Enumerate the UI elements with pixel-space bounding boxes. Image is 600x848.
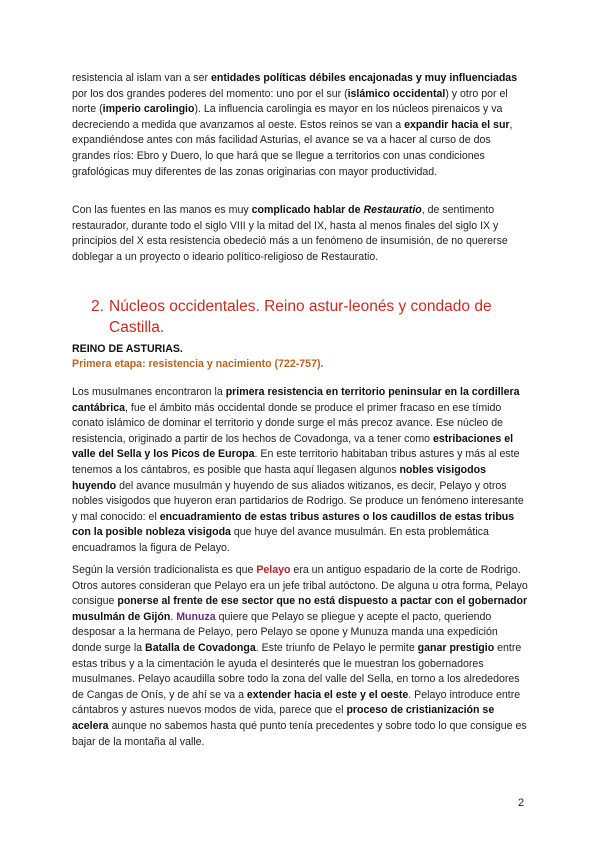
paragraph-restauratio (72, 203, 528, 265)
heading-number: 2. (91, 298, 104, 315)
p1-run: imperio carolingio (102, 103, 195, 116)
page-number: 2 (518, 797, 525, 809)
p4-run: . (170, 610, 177, 623)
p1-run: entidades políticas débiles encajonadas y muy influenciadas (210, 72, 518, 84)
p1-run: por los dos grandes poderes del momento: uno por el sur ( (72, 87, 348, 100)
p4-run: Según la versión tradicionalista es que (72, 564, 257, 576)
p4-run: Pelayo (256, 564, 291, 576)
p3-run: del avance musulmán y huyendo de sus aliados witizanos, es decir, Pelayo y otros nobles visigodos que huyeron eran partidarios de Rodrigo. Se produce un fenómeno interesante y mal conocido: el (72, 479, 524, 523)
p4-run: ganar prestigio (417, 641, 495, 654)
p1-run: resistencia al islam van a ser (72, 72, 211, 84)
heading-text-line2: Castilla. (109, 319, 165, 336)
p3-run: estribaciones el valle del Sella y los Picos de Europa (72, 432, 514, 461)
p4-run: era un antiguo espadario de la corte de Rodrigo. Otros autores consideran que Pelayo era un jefe tribal autóctono. De alguna u otra forma, Pelayo consigue (72, 564, 528, 608)
p2-run: , de sentimento restaurador, durante todo el siglo VIII y la mitad del IX, hasta al menos finales del siglo IX y principios del X esta resistencia obedeció más a un fenómeno de insumisión, de no quererse doblegar a un proyecto o ideario político-religioso de Restauratio. (72, 204, 508, 263)
p2-run: Restauratio (363, 204, 422, 216)
p2-run: Con las fuentes en las manos es muy (72, 204, 252, 216)
p4-run: Batalla de Covadonga (145, 641, 256, 654)
p2-run: complicado hablar de (251, 204, 364, 216)
p3-run: , fue el ámbito más occidental donde se produce el primer fracaso en ese tímido conato islámico de dominar el territorio y donde surge el más precoz avance. Ese núcleo de resistencia, originado a partir de los hechos de Covadonga, va a tener como (72, 401, 504, 445)
p4-run: aunque no sabemos hasta qué punto tenía precedentes y sobre todo lo que consigue es bajar de la montaña al valle. (72, 719, 527, 748)
p4-run: . Este triunfo de Pelayo le permite (255, 641, 418, 654)
section-heading (91, 296, 521, 338)
subsection-title: REINO DE ASTURIAS. (72, 343, 183, 355)
paragraph-first-resistance (72, 385, 528, 557)
subsection-subtitle: Primera etapa: resistencia y nacimiento (722-757). (72, 358, 324, 370)
p3-run: primera resistencia en territorio peninsular en la cordillera cantábrica (72, 386, 520, 414)
heading-text-line1: Núcleos occidentales. Reino astur-leonés y condado de (109, 298, 492, 315)
p4-run: ponerse al frente de ese sector que no está dispuesto a pactar con el gobernador musulmán de Gijón (72, 595, 528, 623)
p1-run: ) y otro por el norte ( (72, 87, 508, 116)
p1-run: ). La influencia carolingia es mayor en los núcleos pirenaicos y va decreciendo a medida que avanzamos al oeste. Estos reinos se van a (72, 103, 503, 131)
p3-run: que huye del avance musulmán. En esta problemática encuadramos la figura de Pelayo. (72, 526, 489, 554)
p3-run: Los musulmanes encontraron la (72, 386, 226, 398)
p3-run: . En este territorio habitaban tribus astures y más al este tenemos a los cántabros, es posible que hasta aquí llegasen algunos (72, 448, 520, 476)
p1-run: expandir hacia el sur (404, 118, 510, 131)
p4-run: proceso de cristianización se acelera (72, 704, 495, 732)
paragraph-intro-continuation (72, 71, 528, 180)
p3-run: nobles visigodos huyendo (72, 463, 486, 492)
p1-run: , expandiéndose antes con más facilidad Asturias, el avance se va a hacer al curso de dos grandes ríos: Ebro y Duero, lo que hará que se llegue a territorios con unas condiciones grafológicas muy diferentes de las zonas originarias con mayor productividad. (72, 118, 513, 178)
p3-run: encuadramiento de estas tribus astures o los caudillos de estas tribus con la posible nobleza visigoda (72, 510, 515, 539)
p4-run: . Pelayo introduce entre cántabros y astures nuevos modos de vida, parece que el (72, 688, 521, 717)
p4-run: quiere que Pelayo se pliegue y acepte el pacto, queriendo desposar a la hermana de Pelayo, pero Pelayo se opone y Munuza manda una expedición donde surge la (72, 610, 498, 654)
p1-run: islámico occidental (347, 87, 446, 100)
subsection-header (72, 342, 528, 372)
paragraph-pelayo (72, 563, 528, 750)
p4-run: Munuza (176, 610, 216, 623)
p4-run: extender hacia el este y el oeste (246, 688, 409, 701)
p4-run: entre estas tribus y a la cimentación le ayuda el desinterés que le muestran los gobernadores musulmanes. Pelayo acaudilla sobre todo la zona del valle del Sella, en torno a los alrededores de Cangas de Onís, y de ahí se va a (72, 641, 522, 701)
